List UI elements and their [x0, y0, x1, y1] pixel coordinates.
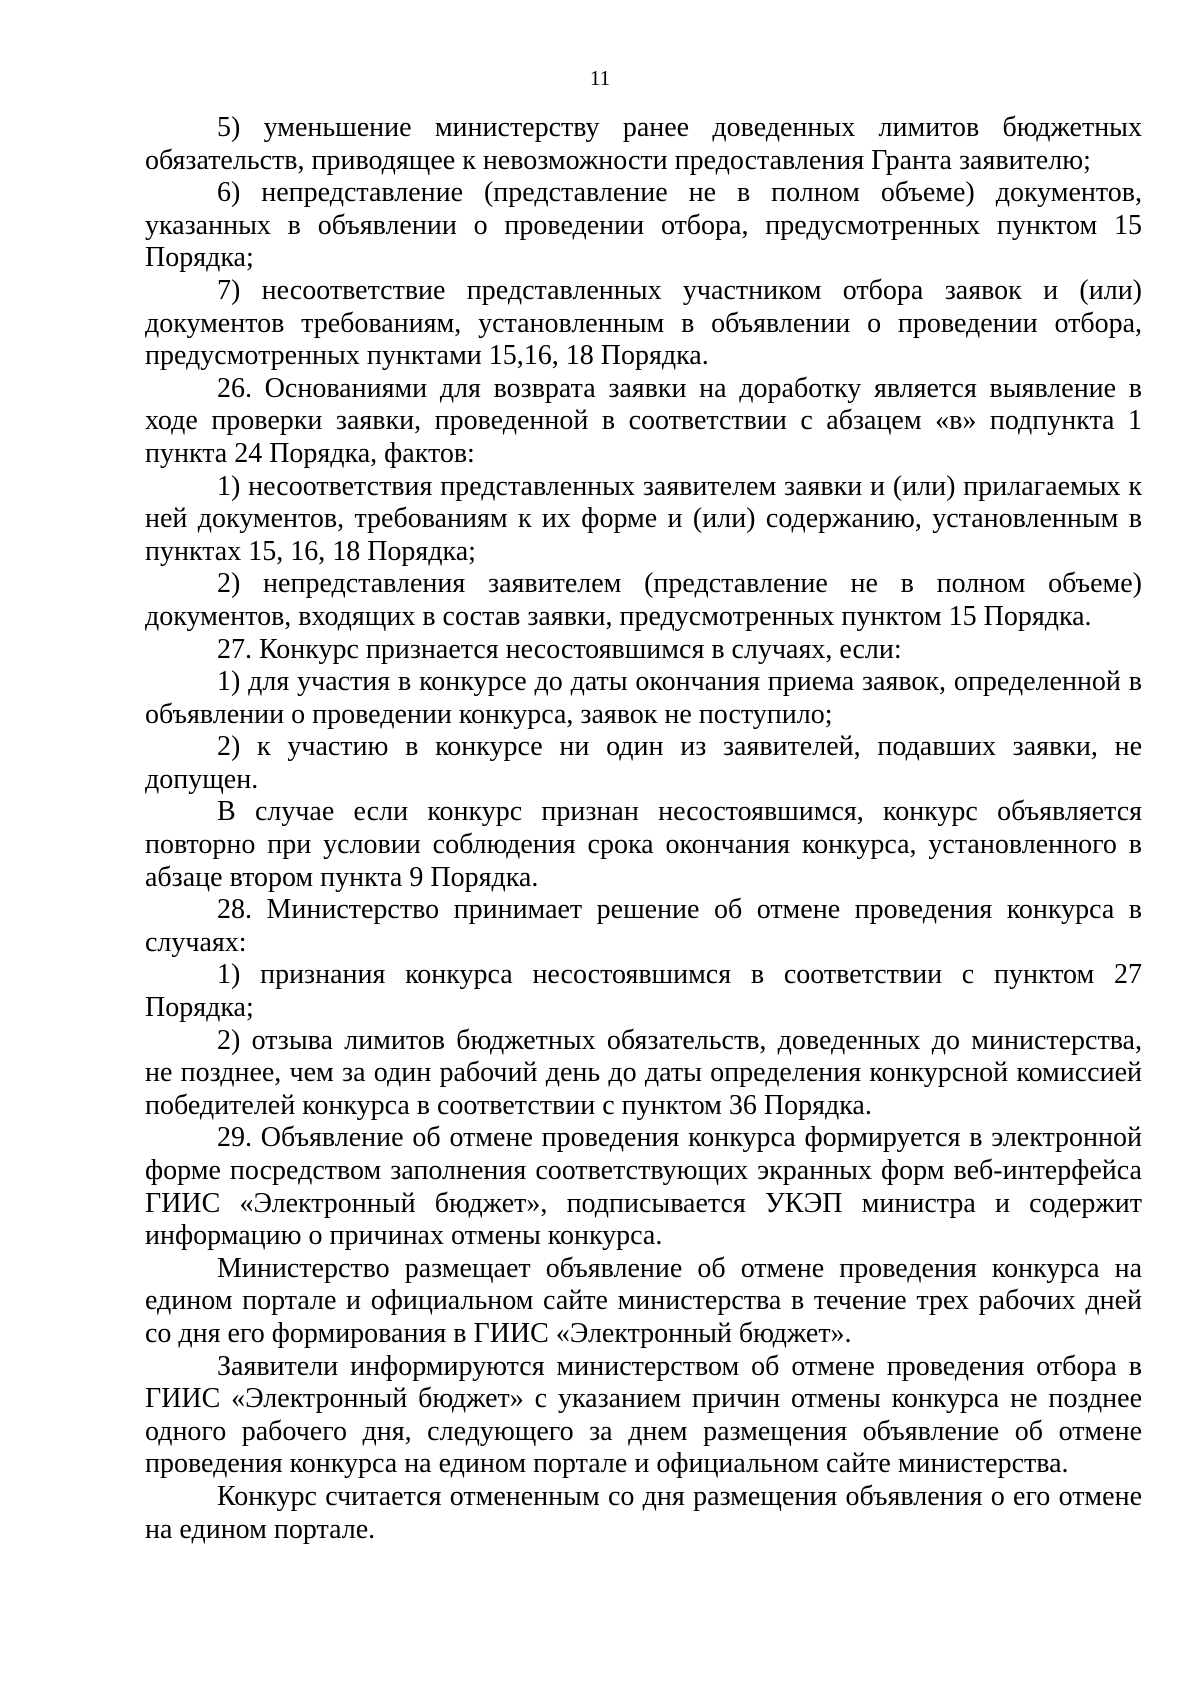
paragraph-clause-27-item-2: 2) к участию в конкурсе ни один из заявителей, подавших заявки, не допущен.: [145, 731, 1142, 795]
paragraph-item-6: 6) непредставление (представление не в полном объеме) документов, указанных в объявлении о проведении отбора, предусмотренных пунктом 15 Порядка;: [145, 177, 1142, 274]
paragraph-clause-29-publication: Министерство размещает объявление об отмене проведения конкурса на едином портале и официальном сайте министерства в течение трех рабочих дней со дня его формирования в ГИИС «Электронный бюджет».: [145, 1252, 1142, 1349]
paragraph-clause-27-note: В случае если конкурс признан несостоявшимся, конкурс объявляется повторно при условии соблюдения срока окончания конкурса, установленного в абзаце втором пункта 9 Порядка.: [145, 796, 1142, 893]
paragraph-clause-26-item-2: 2) непредставления заявителем (представление не в полном объеме) документов, входящих в состав заявки, предусмотренных пунктом 15 Порядка.: [145, 568, 1142, 632]
document-body: [145, 112, 1142, 1546]
paragraph-item-7: 7) несоответствие представленных участником отбора заявок и (или) документов требованиям, установленным в объявлении о проведении отбора, предусмотренных пунктами 15,16, 18 Порядка.: [145, 274, 1142, 372]
paragraph-clause-29-notification: Заявители информируются министерством об отмене проведения отбора в ГИИС «Электронный бюджет» с указанием причин отмены конкурса не позднее одного рабочего дня, следующего за днем размещения объявление об отмене проведения конкурса на едином портале и официальном сайте министерства.: [145, 1350, 1142, 1480]
paragraph-clause-28: 28. Министерство принимает решение об отмене проведения конкурса в случаях:: [145, 894, 1142, 958]
paragraph-clause-27-item-1: 1) для участия в конкурсе до даты окончания приема заявок, определенной в объявлении о проведении конкурса, заявок не поступило;: [145, 666, 1142, 730]
paragraph-clause-29-effective: Конкурс считается отмененным со дня размещения объявления о его отмене на едином портале.: [145, 1480, 1142, 1545]
paragraph-clause-28-item-2: 2) отзыва лимитов бюджетных обязательств, доведенных до министерства, не позднее, чем за один рабочий день до даты определения конкурсной комиссией победителей конкурса в соответствии с пунктом 36 Порядка.: [145, 1024, 1142, 1121]
paragraph-clause-28-item-1: 1) признания конкурса несостоявшимся в соответствии с пунктом 27 Порядка;: [145, 959, 1142, 1024]
paragraph-clause-27: 27. Конкурс признается несостоявшимся в случаях, если:: [217, 633, 902, 665]
paragraph-item-5: 5) уменьшение министерству ранее доведенных лимитов бюджетных обязательств, приводящее к невозможности предоставления Гранта заявителю;: [145, 112, 1142, 176]
paragraph-clause-26-item-1: 1) несоответствия представленных заявителем заявки и (или) прилагаемых к ней документов, требованиям к их форме и (или) содержанию, установленным в пунктах 15, 16, 18 Порядка;: [145, 470, 1142, 567]
paragraph-clause-26: 26. Основаниями для возврата заявки на доработку является выявление в ходе проверки заявки, проведенной в соответствии с абзацем «в» подпункта 1 пункта 24 Порядка, фактов:: [145, 372, 1142, 469]
paragraph-clause-29: 29. Объявление об отмене проведения конкурса формируется в электронной форме посредством заполнения соответствующих экранных форм веб-интерфейса ГИИС «Электронный бюджет», подписывается УКЭП министра и содержит информацию о причинах отмены конкурса.: [145, 1122, 1142, 1252]
page-number: 11: [589, 66, 611, 90]
